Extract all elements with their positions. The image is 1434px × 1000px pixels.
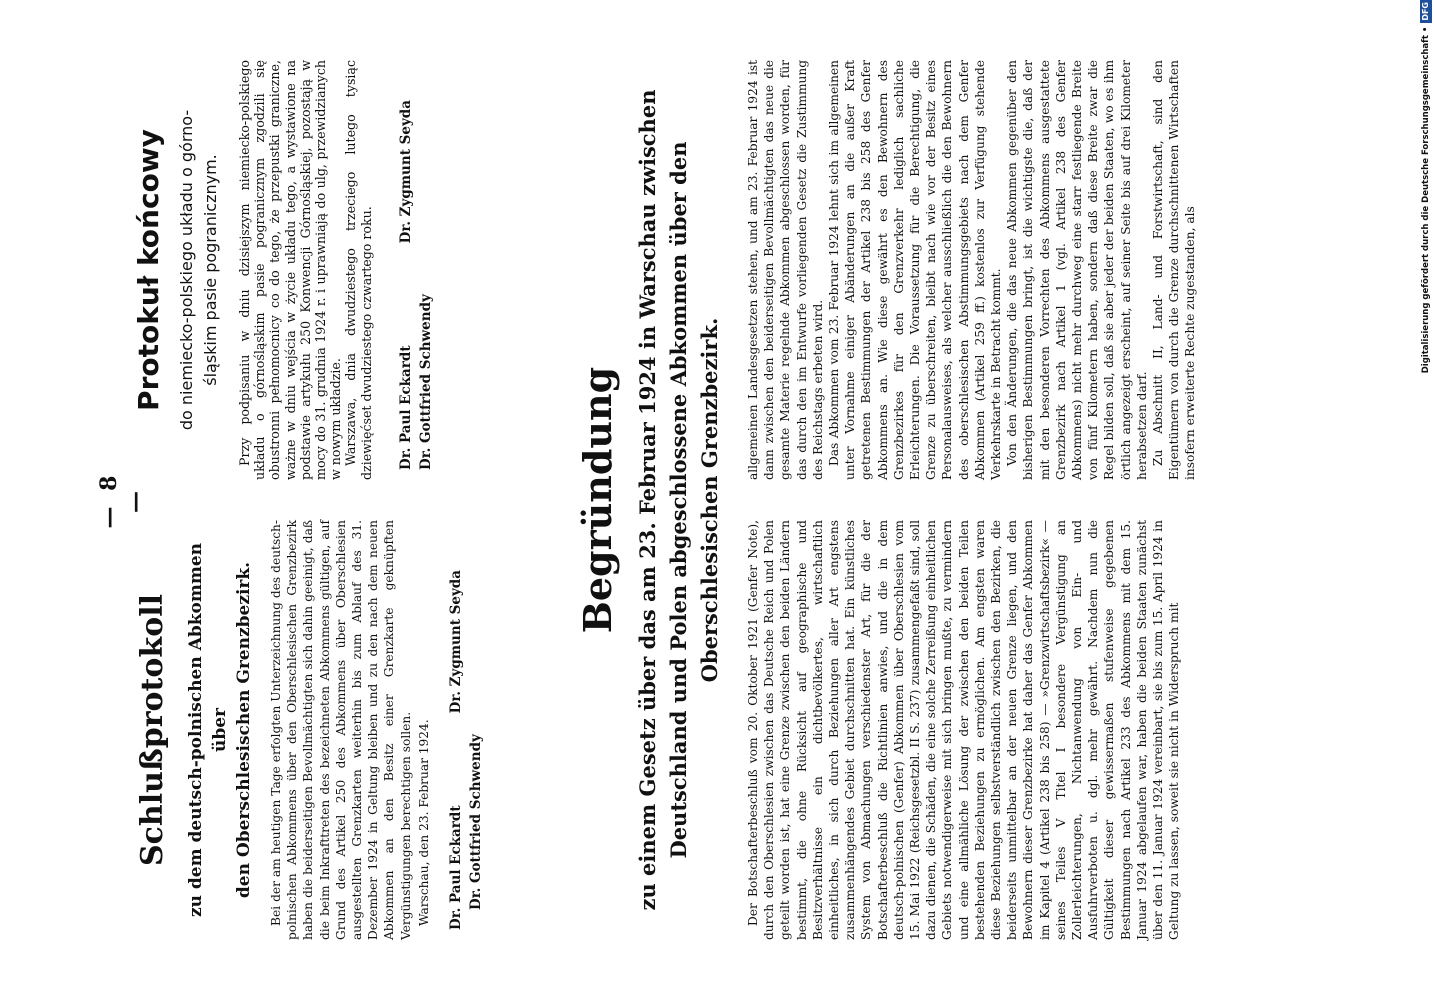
begruendung-paragraph: Zu Abschnitt II, Land- und Forstwirtschaft, sind den Eigentümern von durch die Grenze durchschnittenen Wirtschaften insofern erweiterte Rechte zugestanden, als bbox=[1151, 60, 1198, 480]
begruendung-paragraph: allgemeinen Landesgesetzen stehen, und am 23. Februar 1924 ist dann zwischen den beiderseitigen Bevollmächtigten das neue die gesamte Materie regelnde Abkommen abgeschlossen worden, für das durch den im Entwurfe vorliegenden Gesetz die Zustimmung des Reichstags erbeten wird. bbox=[746, 60, 825, 480]
protocol-de-subtitle-2: den Oberschlesischen Grenzbezirk. bbox=[234, 561, 254, 899]
signatory-seyda: Dr. Zygmunt Seyda bbox=[448, 570, 465, 714]
begruendung-heading bbox=[575, 60, 725, 940]
protocol-de-title: Schlußprotokoll bbox=[135, 594, 170, 866]
signatory-eckardt: Dr. Paul Eckardt bbox=[448, 805, 465, 930]
signatory-seyda-pl: Dr. Zygmunt Seyda bbox=[397, 100, 414, 244]
protocol-de-place-date: Warschau, den 23. Februar 1924. bbox=[416, 719, 431, 926]
credit-text: Digitalisierung gefördert durch die Deutsche Forschungsgemeinschaft • bbox=[1421, 26, 1431, 374]
protocol-pl-signatures bbox=[396, 60, 436, 480]
protocol-de-subtitle-1: zu dem deutsch-polnischen Abkommen über bbox=[186, 542, 230, 918]
signatory-schwendy-pl: Dr. Gottfried Schwendy bbox=[417, 294, 434, 470]
protocol-de-body bbox=[268, 520, 432, 940]
page-number: — 8 — bbox=[96, 471, 148, 529]
begruendung-paragraph: Das Abkommen vom 23. Februar 1924 lehnt sich im allgemeinen unter Vornahme einiger Abänderungen an die außer Kraft getretenen Bestimmungen der Artikel 238 bis 258 des Genfer Abkommens an. Wie diese gewährt es den Bewohnern des Grenzbezirkes für den Grenzverkehr lediglich sachliche Erleichterungen. Die Voraussetzung für die Berechtigung, die Grenze zu überschreiten, bleibt nach wie vor der Besitz eines Personalausweises, als welcher ausschließlich die den Bewohnern des oberschlesischen Abstimmungsgebiets nach dem Genfer Abkommen (Artikel 259 ff.) kostenlos zur Verfügung stehende Verkehrskarte in Betracht kommt. bbox=[827, 60, 1004, 480]
begruendung-title: Begründung bbox=[575, 366, 620, 634]
protocol-de-paragraph: Bei der am heutigen Tage erfolgten Unterzeichnung des deutsch-polnischen Abkommens über den Oberschlesischen Grenzbezirk haben die beiderseitigen Bevollmächtigten sich dahin geeinigt, daß die beim Inkrafttreten des bezeichneten Abkommens gültigen, auf Grund des Artikel 250 des Abkommens über Oberschlesien ausgestellten Grenzkarten weiterhin bis zum Ablauf des 31. Dezember 1924 in Geltung bleiben und zu den nach dem neuen Abkommen an den Besitz einer Grenzkarte geknüpften Vergünstigungen berechtigen sollen. bbox=[269, 520, 413, 940]
begruendung-column-right bbox=[745, 60, 1199, 480]
protocol-pl-paragraph: Przy podpisaniu w dniu dzisiejszym niemiecko-polskiego układu o górnośląskim pasie pogranicznym zgodzili się obustronni pełnomocnicy co do tego, że przepustki graniczne, ważne w dniu wejścia w życie układu tego, a wystawione na podstawie artykułu 250 Konwencji Górnośląskiej, pozostają w mocy do 31. grudnia 1924 r. i uprawniają do ulg, przewidzianych w nowym układzie. bbox=[237, 60, 344, 480]
begruendung-subtitle-3: Oberschlesischen Grenzbezirk. bbox=[697, 317, 722, 683]
dfg-logo: DFG bbox=[1421, 2, 1430, 21]
protocol-pl-subtitle-2: śląskim pasie pogranicznym. bbox=[201, 154, 220, 386]
protocol-pl-title: Protokuł końcowy bbox=[132, 129, 165, 411]
protocol-pl-body bbox=[237, 60, 374, 480]
begruendung-subtitle-1: zu einem Gesetz über das am 23. Februar 1924 in Warschau zwischen bbox=[635, 89, 660, 911]
credit-line bbox=[1418, 0, 1434, 1000]
begruendung-paragraph: Von den Änderungen, die das neue Abkommen gegenüber den bisherigen Bestimmungen bringt, ist die wichtigste die, daß der mit den besonderen Vorrechten des Abkommens ausgestattete Grenzbezirk nach Artikel 1 (vgl. Artikel 238 des Genfer Abkommens) nicht mehr durchweg eine starr festliegende Breite von fünf Kilometern haben, sondern daß diese Breite zwar die Regel bilden soll, daß sie aber jeder der beiden Staaten, wo es ihm örtlich angezeigt erscheint, auf seiner Seite bis auf drei Kilometer herabsetzen darf. bbox=[1005, 60, 1149, 480]
protocol-pl-place-date: Warszawa, dnia dwudziestego trzeciego lutego tysiąc dziewięćset dwudziestego czwartego roku. bbox=[343, 60, 374, 480]
begruendung-column-left bbox=[745, 520, 1182, 940]
protocol-pl-subtitle-1: do niemiecko-polskiego układu o górno- bbox=[177, 109, 196, 431]
signatory-schwendy: Dr. Gottfried Schwendy bbox=[468, 734, 485, 910]
protocol-pl bbox=[132, 60, 436, 480]
protocol-de-signatures bbox=[446, 520, 486, 940]
begruendung-subtitle-2: Deutschland und Polen abgeschlossene Abkommen über den bbox=[666, 141, 691, 859]
signatory-eckardt-pl: Dr. Paul Eckardt bbox=[397, 345, 414, 470]
protocol-de bbox=[135, 520, 486, 940]
begruendung-paragraph: Der Botschafterbeschluß vom 20. Oktober 1921 (Genfer Note), durch den Oberschlesien zwischen das Deutsche Reich und Polen geteilt worden ist, hat eine Grenze zwischen den beiden Ländern bestimmt, die ohne Rücksicht auf geographische und Besitzverhältnisse ein dichtbevölkertes, wirtschaftlich einheitliches, in sich durch Beziehungen aller Art engstens zusammenhängendes Gebiet durchschnitten hat. Ein künstliches System von Abmachungen verschiedenster Art, für die der Botschafterbeschluß die Richtlinien anwies, und die in dem deutsch-polnischen (Genfer) Abkommen über Oberschlesien vom 15. Mai 1922 (Reichsgesetzbl. II S. 237) zusammengefaßt sind, soll dazu dienen, die Schäden, die eine solche Zerreißung einheitlichen Gebiets notwendigerweise mit sich bringen mußte, zu vermindern und eine allmähliche Lösung der zwischen den beiden Teilen bestehenden Beziehungen zu ermöglichen. Am engsten waren diese Beziehungen selbstverständlich zwischen den Bezirken, die beiderseits unmittelbar an der neuen Grenze liegen, und den Bewohnern dieser Grenzbezirke hat daher das Genfer Abkommen im Kapitel 4 (Artikel 238 bis 258) — »Grenzwirtschaftsbezirk« — seines Teiles V Titel I besondere Vergünstigung an Zollerleichterungen, Nichtanwendung von Ein- und Ausfuhrverboten u. dgl. mehr gewährt. Nachdem nun die Gültigkeit dieser gewissermaßen stufenweise gegebenen Bestimmungen nach Artikel 233 des Abkommens mit dem 15. Januar 1924 abgelaufen war, haben die beiden Staaten zunächst über den 11. Januar 1924 vereinbart, sie bis zum 15. April 1924 in Geltung zu lassen, soweit sie nicht in Widerspruch mit bbox=[746, 520, 1182, 940]
digitization-credit bbox=[1418, 0, 1434, 1000]
